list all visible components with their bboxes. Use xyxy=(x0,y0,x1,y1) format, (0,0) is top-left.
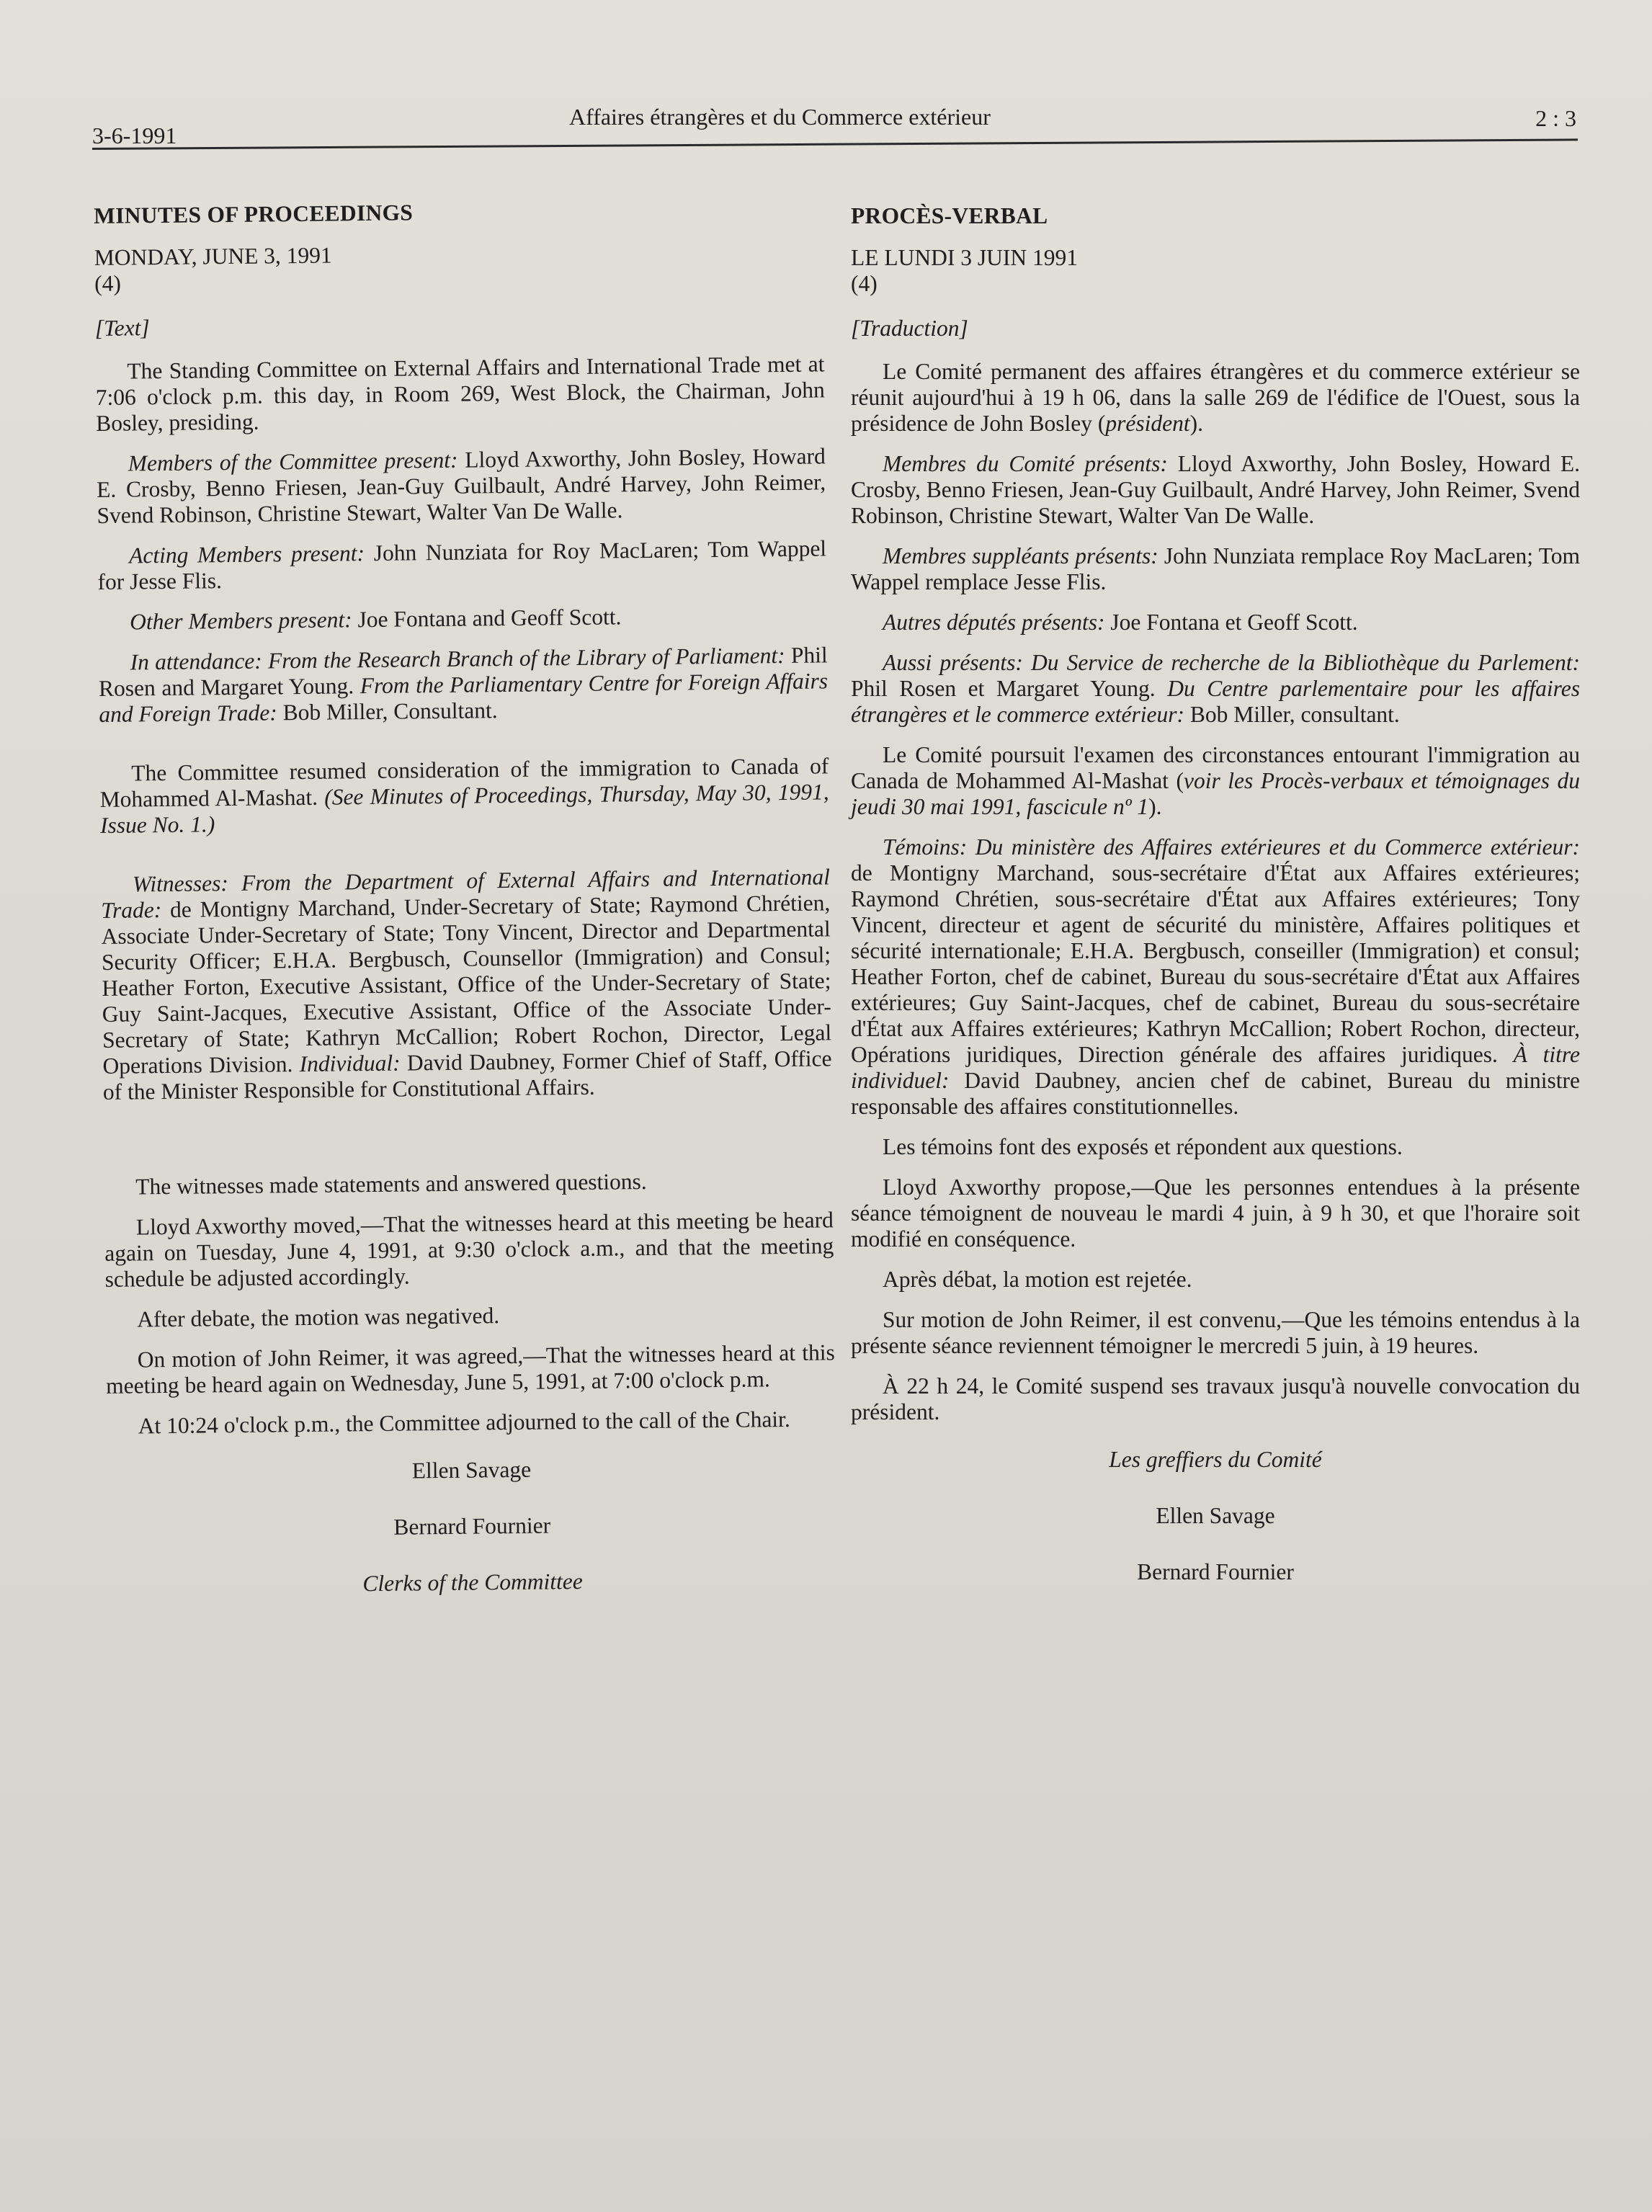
french-witnesses-paragraph xyxy=(851,834,1580,1120)
french-issue-number: (4) xyxy=(851,271,878,296)
french-attendance-text-2: Bob Miller, consultant. xyxy=(1184,702,1400,727)
english-resumed-reference: (See Minutes of Proceedings, Thursday, May 30, 1991, Issue No. 1.) xyxy=(99,779,829,838)
french-statements-paragraph: Les témoins font des exposés et répondent aux questions. xyxy=(883,1134,1403,1159)
french-members-text: Lloyd Axworthy, John Bosley, Howard E. Crosby, Benno Friesen, Jean-Guy Guilbault, André Harvey, John Reimer, Svend Robinson, Christine Stewart, Walter Van De Walle. xyxy=(851,451,1581,528)
french-motion-2-paragraph: Sur motion de John Reimer, il est convenu,—Que les témoins entendus à la présente séance reviennent témoigner le mercredi 5 juin, à 19 heures. xyxy=(851,1307,1580,1358)
french-attendance-text-1: Phil Rosen et Margaret Young. xyxy=(851,676,1168,701)
french-signature-ellen-savage: Ellen Savage xyxy=(1156,1503,1275,1528)
french-translation-tag: [Traduction] xyxy=(851,316,968,341)
english-acting-text: John Nunziata for Roy MacLaren; Tom Wappel for Jesse Flis. xyxy=(97,535,827,594)
french-members-label: Membres du Comité présents: xyxy=(883,451,1168,476)
french-individual-label: À titre individuel: xyxy=(851,1042,1580,1093)
english-motion-2-paragraph: On motion of John Reimer, it was agreed,—That the witnesses heard at this meeting be heard again on Wednesday, June 5, 1991, at 7:00 o'clock p.m. xyxy=(106,1339,835,1399)
english-witnesses-label: Witnesses: From the Department of External Affairs and International Trade: xyxy=(101,864,831,923)
french-signature-block xyxy=(851,1447,1580,1585)
header-date: 3-6-1991 xyxy=(92,122,177,148)
french-motion-1-paragraph: Lloyd Axworthy propose,—Que les personnes entendues à la présente séance témoignent de nouveau le mardi 4 juin, à 9 h 30, et que l'horaire soit modifié en conséquence. xyxy=(851,1174,1580,1252)
english-members-label: Members of the Committee present: xyxy=(128,447,458,476)
french-acting-text: John Nunziata remplace Roy MacLaren; Tom Wappel remplace Jesse Flis. xyxy=(851,543,1580,594)
english-resumed-paragraph xyxy=(99,753,829,839)
french-members-paragraph xyxy=(851,451,1580,529)
english-clerks-caption: Clerks of the Committee xyxy=(362,1568,583,1597)
french-other-text: Joe Fontana et Geoff Scott. xyxy=(1104,610,1358,635)
english-witnesses-text-2: David Daubney, Former Chief of Staff, Office of the Minister Responsible for Constitutional Affairs. xyxy=(102,1045,832,1105)
english-members-text: Lloyd Axworthy, John Bosley, Howard E. Crosby, Benno Friesen, Jean-Guy Guilbault, André Harvey, John Reimer, Svend Robinson, Christine Stewart, Walter Van De Walle. xyxy=(96,443,826,528)
english-minutes-column xyxy=(94,195,838,1629)
english-members-paragraph xyxy=(97,443,826,529)
english-attendance-text-2: Bob Miller, Consultant. xyxy=(277,697,498,726)
english-debate-paragraph: After debate, the motion was negatived. xyxy=(137,1303,500,1332)
french-witnesses-text-2: David Daubney, ancien chef de cabinet, Bureau du ministre responsable des affaires constitutionnelles. xyxy=(851,1068,1580,1119)
english-resumed-text: The Committee resumed consideration of the immigration to Canada of Mohammed Al-Mashat. xyxy=(99,753,829,812)
french-witnesses-text-1: de Montigny Marchand, sous-secrétaire d'État aux Affaires extérieures; Raymond Chrétien, sous-secrétaire d'État aux Affaires extérieures; Tony Vincent, directeur et agent de sécurité du ministère, Affaires politiques et sécurité internationale; E.H.A. Bergbusch, conseiller (Immigration) et consul; Heather Forton, chef de cabinet, Bureau du sous-secrétaire d'État aux Affaires extérieures; Guy Saint-Jacques, chef de cabinet, Bureau du sous-secrétaire d'État aux Affaires extérieures; Kathryn McCallion; Robert Rochon, directeur, Opérations juridiques, Direction générale des affaires juridiques. xyxy=(851,860,1580,1067)
english-other-label: Other Members present: xyxy=(129,607,352,635)
english-attendance-label-2: From the Parliamentary Centre for Foreign Affairs and Foreign Trade: xyxy=(99,668,829,727)
english-date-line: MONDAY, JUNE 3, 1991 xyxy=(94,242,332,270)
english-statements-paragraph: The witnesses made statements and answered questions. xyxy=(135,1169,647,1200)
english-heading: MINUTES OF PROCEEDINGS xyxy=(94,200,414,228)
english-issue-number: (4) xyxy=(94,270,122,296)
french-resumed-end: ). xyxy=(1148,794,1162,819)
header-title: Affaires étrangères et du Commerce extérieur xyxy=(569,104,991,130)
french-clerks-caption: Les greffiers du Comité xyxy=(1109,1447,1322,1472)
french-attendance-label-2: Du Centre parlementaire pour les affaires étrangères et le commerce extérieur: xyxy=(851,676,1580,727)
french-attendance-paragraph xyxy=(851,650,1580,728)
english-other-paragraph xyxy=(98,602,827,635)
french-minutes-column xyxy=(851,203,1580,1615)
english-other-text: Joe Fontana and Geoff Scott. xyxy=(352,604,622,633)
french-other-paragraph xyxy=(851,610,1580,635)
english-signature-bernard-fournier: Bernard Fournier xyxy=(393,1512,551,1540)
english-text-tag: [Text] xyxy=(94,315,150,341)
french-witnesses-label: Témoins: Du ministère des Affaires extérieures et du Commerce extérieur: xyxy=(883,834,1580,860)
english-motion-1-paragraph: Lloyd Axworthy moved,—That the witnesses heard at this meeting be heard again on Tuesday, June 4, 1991, at 9:30 o'clock a.m., and that the meeting schedule be adjusted accordingly. xyxy=(104,1207,834,1292)
french-resumed-text: Le Comité poursuit l'examen des circonstances entourant l'immigration au Canada de Mohammed Al-Mashat ( xyxy=(851,742,1580,793)
french-debate-paragraph: Après débat, la motion est rejetée. xyxy=(883,1267,1192,1292)
english-attendance-label: In attendance: From the Research Branch of the Library of Parliament: xyxy=(130,642,785,675)
french-resumed-paragraph xyxy=(851,742,1580,820)
english-witnesses-paragraph xyxy=(101,864,832,1105)
french-opening-text: Le Comité permanent des affaires étrangères et du commerce extérieur se réunit aujourd'hui à 19 h 06, dans la salle 269 de l'édifice de l'Ouest, sous la présidence de John Bosley ( xyxy=(851,359,1580,436)
french-president-word: président xyxy=(1105,411,1190,436)
english-adjournment-paragraph: At 10:24 o'clock p.m., the Committee adjourned to the call of the Chair. xyxy=(138,1406,790,1439)
french-resumed-reference: voir les Procès-verbaux et témoignages du jeudi 30 mai 1991, fascicule nº 1 xyxy=(851,768,1580,819)
french-attendance-label: Aussi présents: Du Service de recherche de la Bibliothèque du Parlement: xyxy=(883,650,1580,675)
header-page-number: 2 : 3 xyxy=(1535,105,1576,131)
english-signature-block xyxy=(107,1453,837,1600)
english-acting-label: Acting Members present: xyxy=(128,540,365,568)
french-opening-paragraph xyxy=(851,359,1580,437)
english-attendance-text-1: Phil Rosen and Margaret Young. xyxy=(98,642,828,701)
french-opening-end: ). xyxy=(1189,411,1204,436)
french-date-line: LE LUNDI 3 JUIN 1991 xyxy=(851,245,1078,270)
english-attendance-paragraph xyxy=(98,642,828,728)
english-individual-label: Individual: xyxy=(299,1050,401,1077)
french-other-label: Autres députés présents: xyxy=(883,610,1105,635)
french-signature-bernard-fournier: Bernard Fournier xyxy=(1137,1559,1294,1584)
french-acting-paragraph xyxy=(851,543,1580,595)
french-acting-label: Membres suppléants présents: xyxy=(883,543,1158,568)
english-witnesses-text-1: de Montigny Marchand, Under-Secretary of State; Raymond Chrétien, Associate Under-Secretary of State; Tony Vincent, Director and Departmental Security Officer; E.H.A. Bergbusch, Counsellor (Immigration) and Consul; Heather Forton, Executive Assistant, Office of the Under-Secretary of State; Guy Saint-Jacques, Executive Assistant, Office of the Associate Under-Secretary of State; Kathryn McCallion; Robert Rochon, Director, Legal Operations Division. xyxy=(101,890,832,1079)
english-opening-paragraph: The Standing Committee on External Affairs and International Trade met at 7:06 o'clock p.m. this day, in Room 269, West Block, the Chairman, John Bosley, presiding. xyxy=(95,351,825,436)
french-adjournment-paragraph: À 22 h 24, le Comité suspend ses travaux jusqu'à nouvelle convocation du président. xyxy=(851,1373,1580,1424)
english-signature-ellen-savage: Ellen Savage xyxy=(411,1456,532,1484)
french-heading: PROCÈS-VERBAL xyxy=(851,203,1048,228)
english-acting-paragraph xyxy=(97,535,827,595)
